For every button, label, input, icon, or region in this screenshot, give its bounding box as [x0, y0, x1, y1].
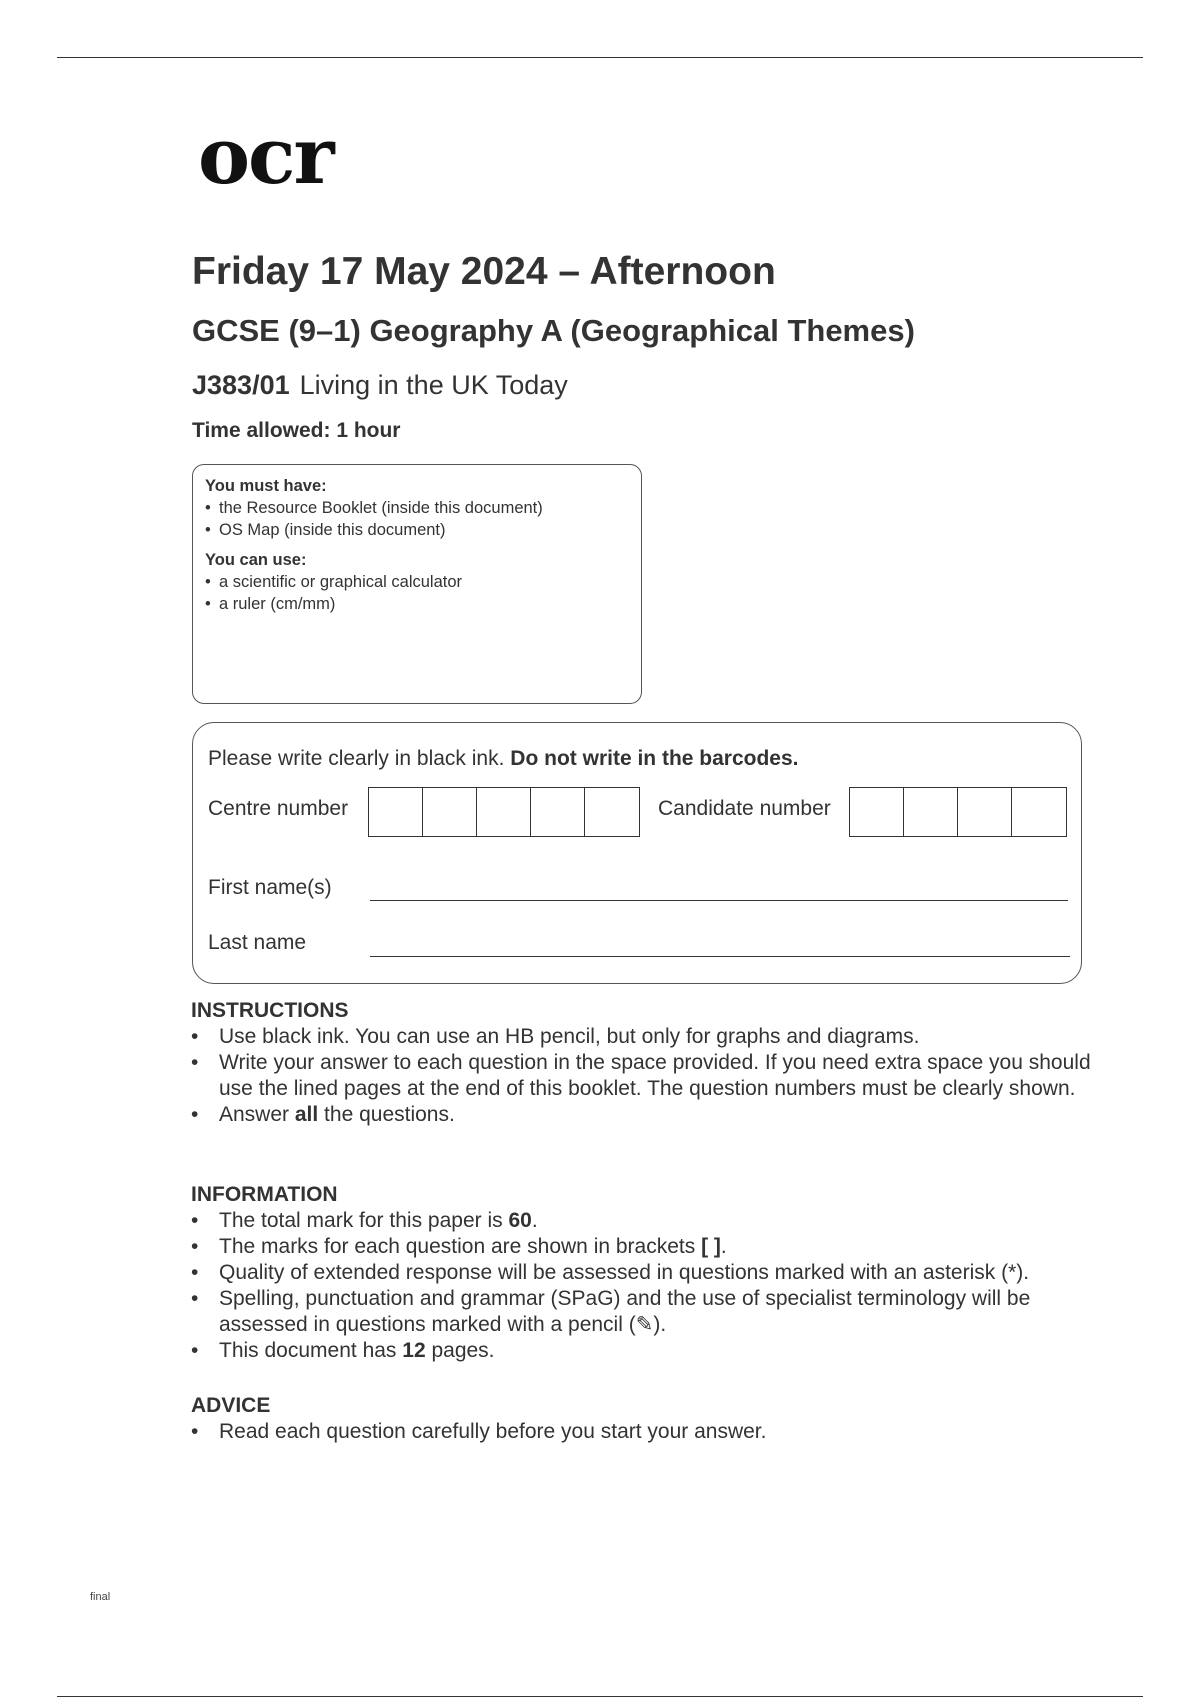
advice-list: [191, 1419, 1091, 1445]
must-have-heading: You must have:: [205, 477, 327, 495]
candidate-number-digit-box[interactable]: [904, 788, 958, 836]
centre-number-digit-box[interactable]: [423, 788, 477, 836]
advice-section: [191, 1393, 1091, 1445]
list-item: • Read each question carefully before you start your answer.: [191, 1419, 1091, 1445]
equipment-box: [192, 464, 642, 704]
list-item-emphasis: all: [294, 1103, 319, 1126]
information-section: [191, 1182, 1091, 1364]
ocr-logo: ocr: [198, 111, 333, 202]
centre-number-boxes[interactable]: [368, 787, 640, 837]
list-item: • Use black ink. You can use an HB pencil, but only for graphs and diagrams.: [191, 1024, 1091, 1050]
pencil-icon: ✎: [635, 1313, 654, 1336]
ink-instruction: [208, 747, 799, 771]
list-item: • a scientific or graphical calculator: [205, 571, 629, 593]
list-item-emphasis: 60: [508, 1209, 532, 1232]
list-item: [191, 1286, 1091, 1338]
instructions-list: [191, 1024, 1091, 1128]
instructions-heading: INSTRUCTIONS: [191, 999, 349, 1022]
candidate-number-digit-box[interactable]: [1012, 788, 1066, 836]
list-item: [191, 1234, 1091, 1260]
can-use-list: [205, 571, 629, 615]
paper-title: Living in the UK Today: [299, 370, 568, 400]
paper-code: J383/01: [192, 370, 290, 400]
candidate-number-boxes[interactable]: [849, 787, 1067, 837]
paper-title-line: [192, 372, 568, 399]
list-item-emphasis: [ ]: [701, 1235, 721, 1258]
information-list: [191, 1208, 1091, 1364]
list-item: [191, 1208, 1091, 1234]
exam-subject: GCSE (9–1) Geography A (Geographical Themes): [192, 313, 915, 348]
list-item-text: This document has: [219, 1339, 403, 1362]
candidate-number-digit-box[interactable]: [958, 788, 1012, 836]
list-item-text: .: [531, 1209, 538, 1232]
bottom-rule: [57, 1696, 1143, 1697]
list-item-text: Answer: [219, 1103, 295, 1126]
candidate-details-box: [192, 722, 1082, 984]
list-item: [191, 1102, 1091, 1128]
top-rule: [57, 57, 1143, 58]
centre-number-digit-box[interactable]: [477, 788, 531, 836]
list-item-text: the questions.: [318, 1103, 455, 1126]
can-use-heading: You can use:: [205, 551, 307, 569]
list-item: • Write your answer to each question in the space provided. If you need extra space you should use the lined pages at the end of this booklet. The question numbers must be clearly shown.: [191, 1050, 1091, 1102]
list-item: • the Resource Booklet (inside this document): [205, 497, 629, 519]
list-item: [191, 1338, 1091, 1364]
list-item-text: The marks for each question are shown in brackets: [219, 1235, 702, 1258]
footer-note: final: [90, 1591, 111, 1603]
list-item: • OS Map (inside this document): [205, 519, 629, 541]
centre-number-digit-box[interactable]: [585, 788, 639, 836]
information-heading: INFORMATION: [191, 1183, 338, 1206]
first-name-field[interactable]: [370, 900, 1068, 901]
list-item-text: ).: [653, 1313, 667, 1336]
list-item-text: pages.: [425, 1339, 495, 1362]
list-item: • Quality of extended response will be assessed in questions marked with an asterisk (*).: [191, 1260, 1091, 1286]
candidate-number-label: Candidate number: [658, 797, 831, 820]
advice-heading: ADVICE: [191, 1394, 271, 1417]
list-item: • a ruler (cm/mm): [205, 593, 629, 615]
first-name-label: First name(s): [208, 876, 332, 899]
candidate-number-digit-box[interactable]: [850, 788, 904, 836]
barcode-warning: Do not write in the barcodes.: [510, 747, 799, 770]
list-item-text: The total mark for this paper is: [219, 1209, 509, 1232]
last-name-label: Last name: [208, 931, 307, 954]
last-name-field[interactable]: [370, 956, 1070, 957]
centre-number-digit-box[interactable]: [369, 788, 423, 836]
time-allowed: Time allowed: 1 hour: [192, 419, 401, 442]
ink-instruction-text: Please write clearly in black ink.: [208, 747, 505, 770]
exam-date: Friday 17 May 2024 – Afternoon: [192, 250, 776, 293]
centre-number-digit-box[interactable]: [531, 788, 585, 836]
must-have-list: [205, 497, 629, 541]
list-item-text: .: [720, 1235, 727, 1258]
list-item-emphasis: 12: [402, 1339, 426, 1362]
list-item-text: Spelling, punctuation and grammar (SPaG) and the use of specialist terminology will be assessed in questions marked with a pencil (: [219, 1287, 1031, 1336]
instructions-section: [191, 998, 1091, 1128]
centre-number-label: Centre number: [208, 797, 349, 820]
